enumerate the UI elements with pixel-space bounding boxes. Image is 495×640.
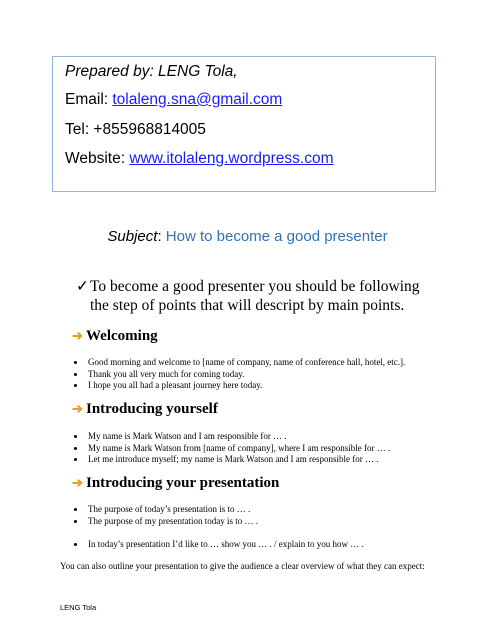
page-footer: LENG Tola [60,603,97,612]
introducing-presentation-list [68,504,456,551]
intro-paragraph [76,277,436,315]
subject-line [0,228,495,245]
list-item: • My name is Mark Watson from [name of company], where I am responsible for … . [86,443,456,455]
email-link[interactable]: tolaleng.sna@gmail.com [112,91,283,108]
section-heading-text: Introducing yourself [86,401,218,417]
list-item: • Good morning and welcome to [name of company, name of conference hall, hotel, etc.]. [86,357,456,369]
list-item: • Thank you all very much for coming today. [86,369,456,381]
phone-line: Tel: +855968814005 [65,121,206,138]
checkmark-icon: ✓ [76,278,89,295]
subject-topic: How to become a good presenter [165,228,388,245]
down-arrow-icon: ➔ [72,401,83,416]
contact-info-box [52,56,436,192]
section-heading-introducing-yourself [72,401,218,418]
outline-paragraph: You can also outline your presentation to give the audience a clear overview of what they can expect: [60,561,425,571]
section-heading-text: Introducing your presentation [86,475,280,491]
website-link[interactable]: www.itolaleng.wordpress.com [129,150,334,167]
section-heading-welcoming [72,328,158,345]
subject-separator: : [157,228,166,245]
down-arrow-icon: ➔ [72,475,83,490]
list-item: • The purpose of my presentation today is to … . [86,516,456,528]
website-label: Website: [65,150,130,167]
list-item: • The purpose of today’s presentation is to … . [86,504,456,516]
section-heading-introducing-presentation [72,475,279,492]
intro-text: To become a good presenter you should be following the step of points that will descript by main points. [90,278,420,314]
list-item: • Let me introduce myself; my name is Mark Watson and I am responsible for … . [86,454,456,466]
down-arrow-icon: ➔ [72,328,83,343]
introducing-yourself-list [68,431,456,466]
email-line [65,91,282,109]
email-label: Email: [65,91,113,108]
subject-label: Subject [107,228,158,245]
list-item: • My name is Mark Watson and I am responsible for … . [86,431,456,443]
list-item: • In today’s presentation I’d like to … show you … . / explain to you how … . [86,539,456,551]
website-line [65,150,334,168]
prepared-by: Prepared by: LENG Tola, [65,63,238,80]
section-heading-text: Welcoming [86,328,158,344]
welcoming-list [68,357,456,392]
list-item: • I hope you all had a pleasant journey here today. [86,380,456,392]
